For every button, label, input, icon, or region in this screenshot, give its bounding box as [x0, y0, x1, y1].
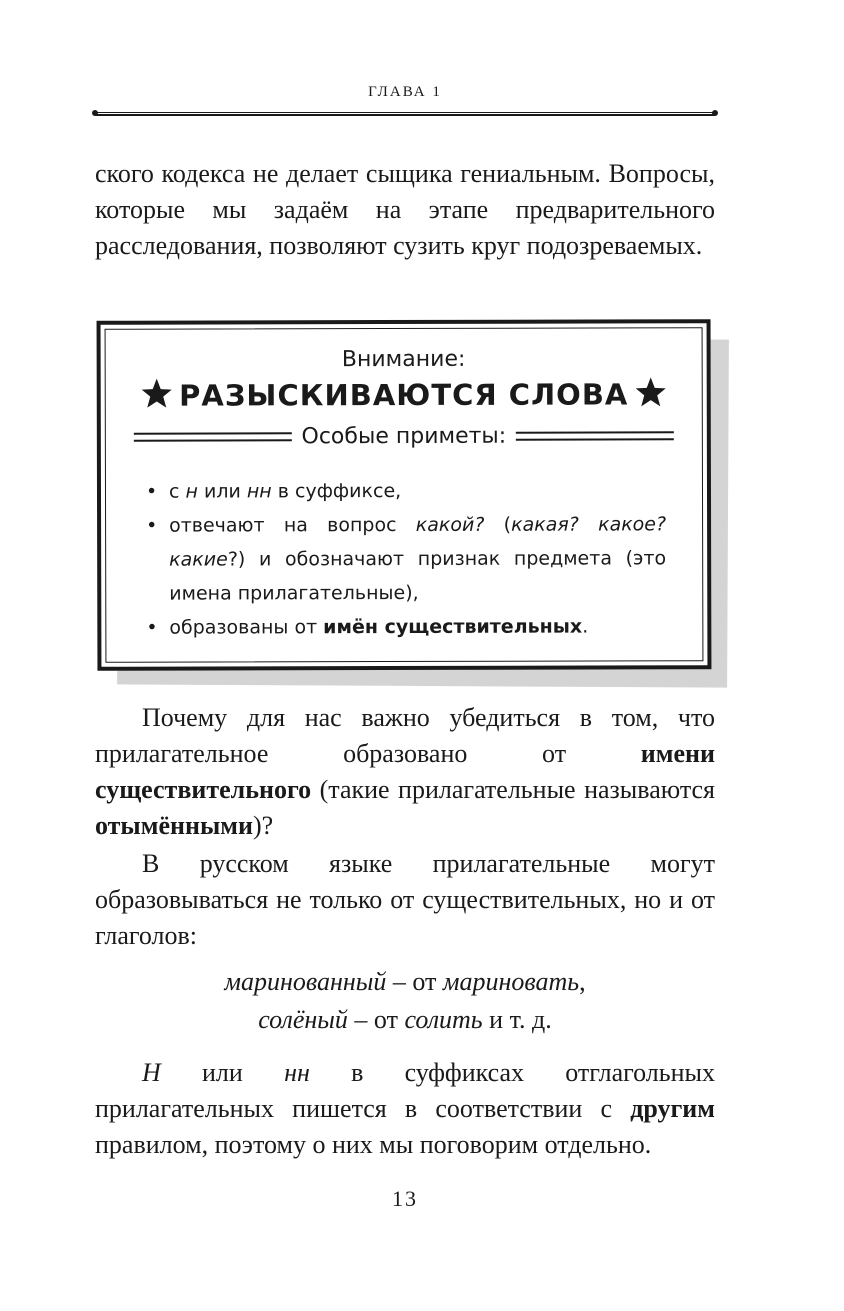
examples-block: [95, 963, 715, 1039]
notice-wanted-line: [106, 376, 702, 413]
star-icon: [141, 378, 173, 410]
text: ,: [579, 967, 586, 996]
double-rule-left: [134, 432, 292, 441]
star-icon: [634, 376, 666, 408]
example-line: [95, 963, 715, 1001]
bullet: •: [146, 616, 158, 639]
italic-text: какой?: [415, 513, 485, 536]
bold-text: отымёнными: [95, 811, 253, 840]
italic-text: Н: [142, 1058, 161, 1087]
notice-attention: Внимание:: [341, 346, 466, 373]
paragraph-question: [95, 700, 715, 844]
text: с: [168, 480, 186, 503]
notice-list: [142, 473, 666, 644]
text: правилом, поэтому о них мы поговорим отдельно.: [95, 1130, 652, 1159]
italic-text: нн: [246, 480, 272, 503]
text: (: [484, 513, 512, 536]
double-rule-right: [516, 431, 674, 440]
text: Почему для нас важно убедиться в том, что прилагательное образовано от: [95, 703, 715, 768]
text: образованы от: [169, 616, 324, 639]
list-item: [142, 507, 666, 610]
text: в суффиксе,: [271, 480, 402, 503]
italic-text: солить: [404, 1005, 483, 1034]
text: отвечают на вопрос: [169, 513, 416, 537]
notice-inner-frame: [105, 327, 704, 663]
text: и т. д.: [482, 1005, 552, 1034]
text: – от: [347, 1005, 405, 1034]
bullet: •: [146, 514, 158, 537]
paragraph-verbs: В русском языке прилагательные могут образовываться не только от существительных, но и от глаголов:: [95, 849, 715, 950]
list-item: [142, 609, 666, 644]
wanted-notice-box: [97, 319, 712, 671]
bold-text: имён существительных: [323, 615, 583, 639]
text: ?) и обозначают признак предмета (это имена прилагательные),: [169, 547, 667, 605]
example-line: [95, 1001, 715, 1039]
text: в суффиксах отглагольных прилагательных пишется в соответствии с: [95, 1058, 715, 1123]
text: )?: [252, 811, 274, 840]
paragraph-intro: ского кодекса не делает сыщика гениальным. Вопросы, которые мы задаём на этапе предварительного расследования, позволяют сузить круг подозреваемых.: [95, 159, 715, 260]
bold-text: имени существительного: [95, 739, 715, 804]
bullet: •: [145, 480, 158, 503]
text: – от: [386, 967, 443, 996]
italic-text: нн: [284, 1058, 310, 1087]
italic-text: маринованный: [224, 967, 387, 996]
italic-text: н: [185, 480, 198, 503]
notice-wanted-title: РАЗЫСКИВАЮТСЯ СЛОВА: [179, 377, 629, 413]
header-rule: [95, 112, 715, 116]
text: (такие прилагательные называются: [311, 775, 715, 804]
italic-text: солёный: [258, 1005, 348, 1034]
notice-signs-heading: Особые приметы:: [301, 423, 507, 449]
page-number: 13: [392, 1186, 418, 1211]
bold-text: другим: [630, 1094, 715, 1123]
list-item: [142, 473, 666, 508]
text: или: [160, 1058, 285, 1087]
italic-text: какая? какое? какие: [169, 513, 667, 571]
notice-signs-row: [134, 420, 674, 451]
running-header: ГЛАВА 1: [368, 84, 442, 100]
italic-text: мариновать: [442, 967, 580, 996]
text: или: [197, 480, 247, 503]
paragraph-conclusion: [95, 1055, 715, 1163]
text: .: [582, 615, 589, 638]
